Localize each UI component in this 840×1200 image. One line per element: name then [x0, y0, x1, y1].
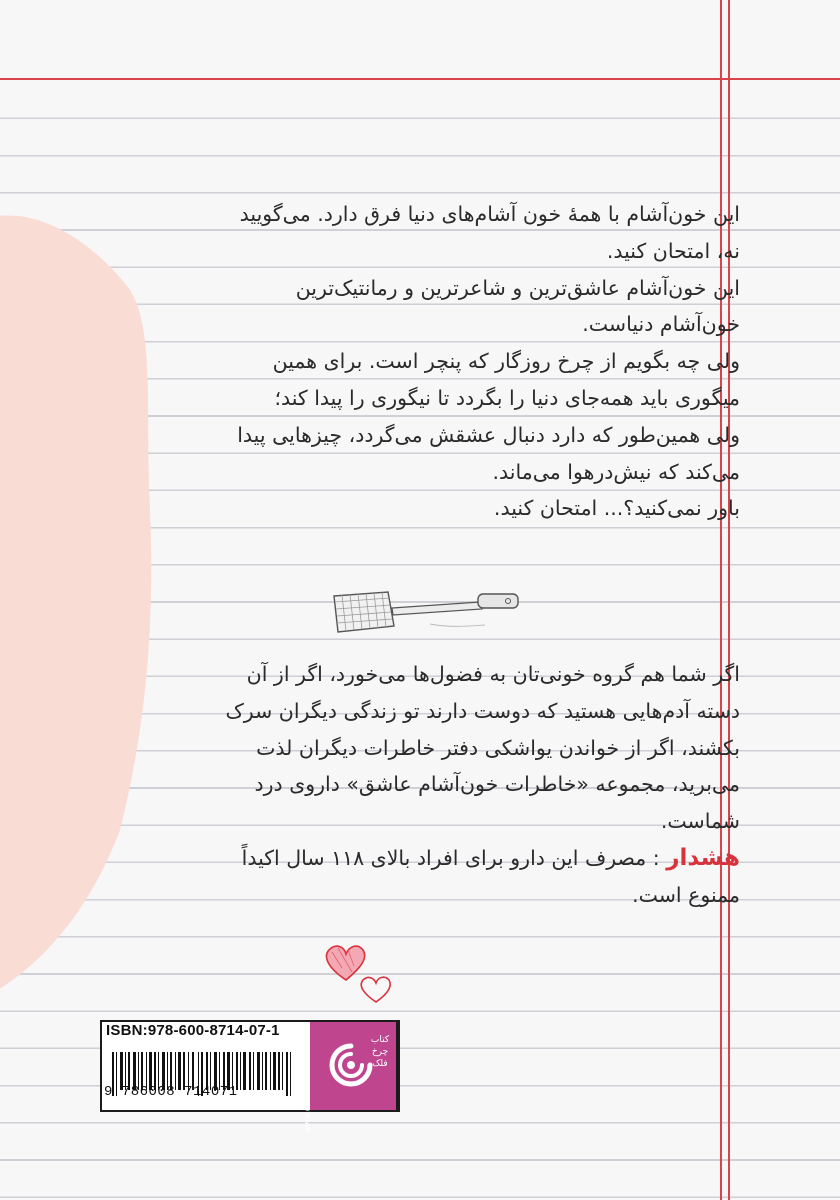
publisher-swirl-logo-icon [328, 1042, 374, 1088]
paragraph-1-line: ولی همین‌طور که دارد دنبال عشقش می‌گردد، چیزهایی پیدا [237, 422, 740, 447]
warning-line-2: ممنوع است. [632, 882, 740, 907]
barcode-digits: 9 786008 714071 [104, 1084, 238, 1100]
top-red-rule [0, 78, 840, 80]
hearts-doodle-icon [318, 940, 398, 1010]
paragraph-1 [120, 196, 740, 527]
margin-line-right [728, 0, 730, 1200]
paragraph-2-line: دسته آدم‌هایی هستید که دوست دارند تو زندگی دیگران سرک [225, 698, 740, 723]
paragraph-2-line: شماست. [660, 809, 740, 834]
paragraph-1-line: میگوری باید همه‌جای دنیا را بگردد تا نیگوری را پیدا کند؛ [274, 385, 740, 410]
top-header-band [0, 0, 840, 80]
warning-text: : مصرف این دارو برای افراد بالای ۱۱۸ سال اکیداً [241, 845, 660, 870]
paragraph-1-line: باور نمی‌کنید؟... امتحان کنید. [493, 496, 740, 521]
paragraph-2-line: اگر شما هم گروه خونی‌تان به فضول‌ها می‌خورد، اگر از آن [246, 662, 740, 686]
warning-line [120, 840, 740, 877]
margin-line-left [720, 0, 722, 1200]
paragraph-2-line: بکشند، اگر از خواندن یواشکی دفتر خاطرات دیگران لذت [256, 735, 740, 760]
paragraph-1-line: این خون‌آشام عاشق‌ترین و شاعرترین و رمانتیک‌ترین [295, 275, 740, 300]
paragraph-1-line: نه، امتحان کنید. [606, 238, 740, 263]
paragraph-1-line: ولی چه بگویم از چرخ روزگار که پنچر است. برای همین [272, 349, 740, 374]
paragraph-1-line: خون‌آشام دنیاست. [582, 312, 740, 337]
isbn-label: ISBN:978-600-8714-07-1 [106, 1022, 280, 1039]
publisher-name: کتاب چرخ فلک [370, 1035, 390, 1069]
paragraph-1-line: می‌کند که نیش‌در‌هوا می‌ماند. [492, 459, 740, 484]
publisher-logo [310, 1020, 398, 1112]
warning-label: هشدار [666, 844, 740, 871]
paragraph-2-line: می‌برید، مجموعه «خاطرات خون‌آشام عاشق» داروی درد [254, 772, 740, 797]
fly-swatter-icon [320, 582, 530, 642]
paragraph-1-line: این خون‌آشام با همهٔ خون آشام‌های دنیا فرق دارد. می‌گویید [239, 202, 740, 226]
paragraph-2 [120, 656, 740, 914]
